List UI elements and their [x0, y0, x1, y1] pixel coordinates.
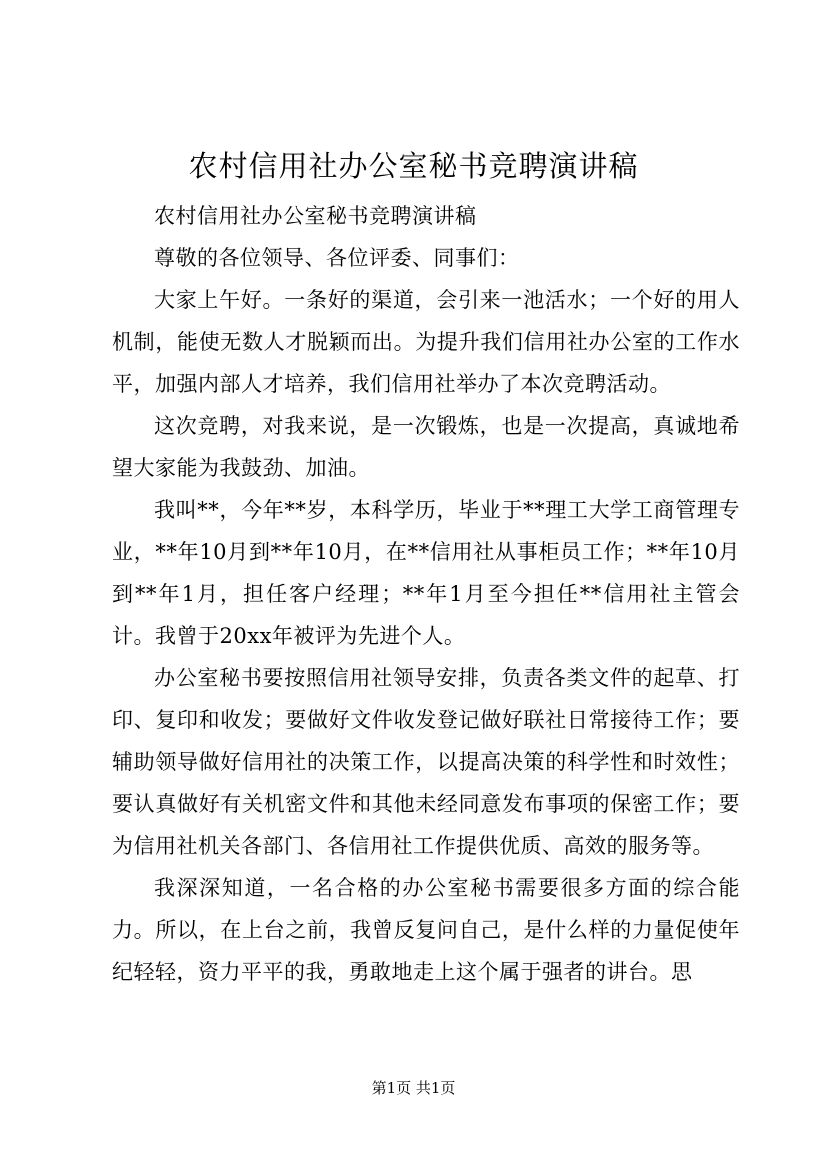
paragraph-salutation: 尊敬的各位领导、各位评委、同事们：	[154, 246, 520, 270]
document-title: 农村信用社办公室秘书竞聘演讲稿	[188, 149, 639, 183]
paragraph-duties: 办公室秘书要按照信用社领导安排，负责各类文件的起草、打印、复印和收发；要做好文件收发登记做好联社日常接待工作；要辅助领导做好信用社的决策工作，以提高决策的科学性和时效性；要认真做好有关机密文件和其他未经同意发布事项的保密工作；要为信用社机关各部门、各信用社工作提供优质、高效的服务等。	[112, 666, 740, 858]
page-number-footer: 第1页 共1页	[371, 1079, 456, 1097]
paragraph-subtitle: 农村信用社办公室秘书竞聘演讲稿	[154, 204, 477, 228]
document-body	[112, 195, 740, 993]
paragraph-reflection: 我深深知道，一名合格的办公室秘书需要很多方面的综合能力。所以，在上台之前，我曾反复问自己，是什么样的力量促使年纪轻轻，资力平平的我，勇敢地走上这个属于强者的讲台。思	[112, 876, 740, 984]
paragraph-self-introduction: 我叫**，今年**岁，本科学历，毕业于**理工大学工商管理专业，**年10月到**年10月，在**信用社从事柜员工作；**年10月到**年1月，担任客户经理；**年1月至今担任**信用社主管会计。我曾于20xx年被评为先进个人。	[112, 498, 740, 648]
paragraph-purpose: 这次竞聘，对我来说，是一次锻炼，也是一次提高，真诚地希望大家能为我鼓劲、加油。	[112, 414, 740, 480]
paragraph-greeting: 大家上午好。一条好的渠道，会引来一池活水；一个好的用人机制，能使无数人才脱颖而出。为提升我们信用社办公室的工作水平，加强内部人才培养，我们信用社举办了本次竞聘活动。	[112, 288, 740, 396]
